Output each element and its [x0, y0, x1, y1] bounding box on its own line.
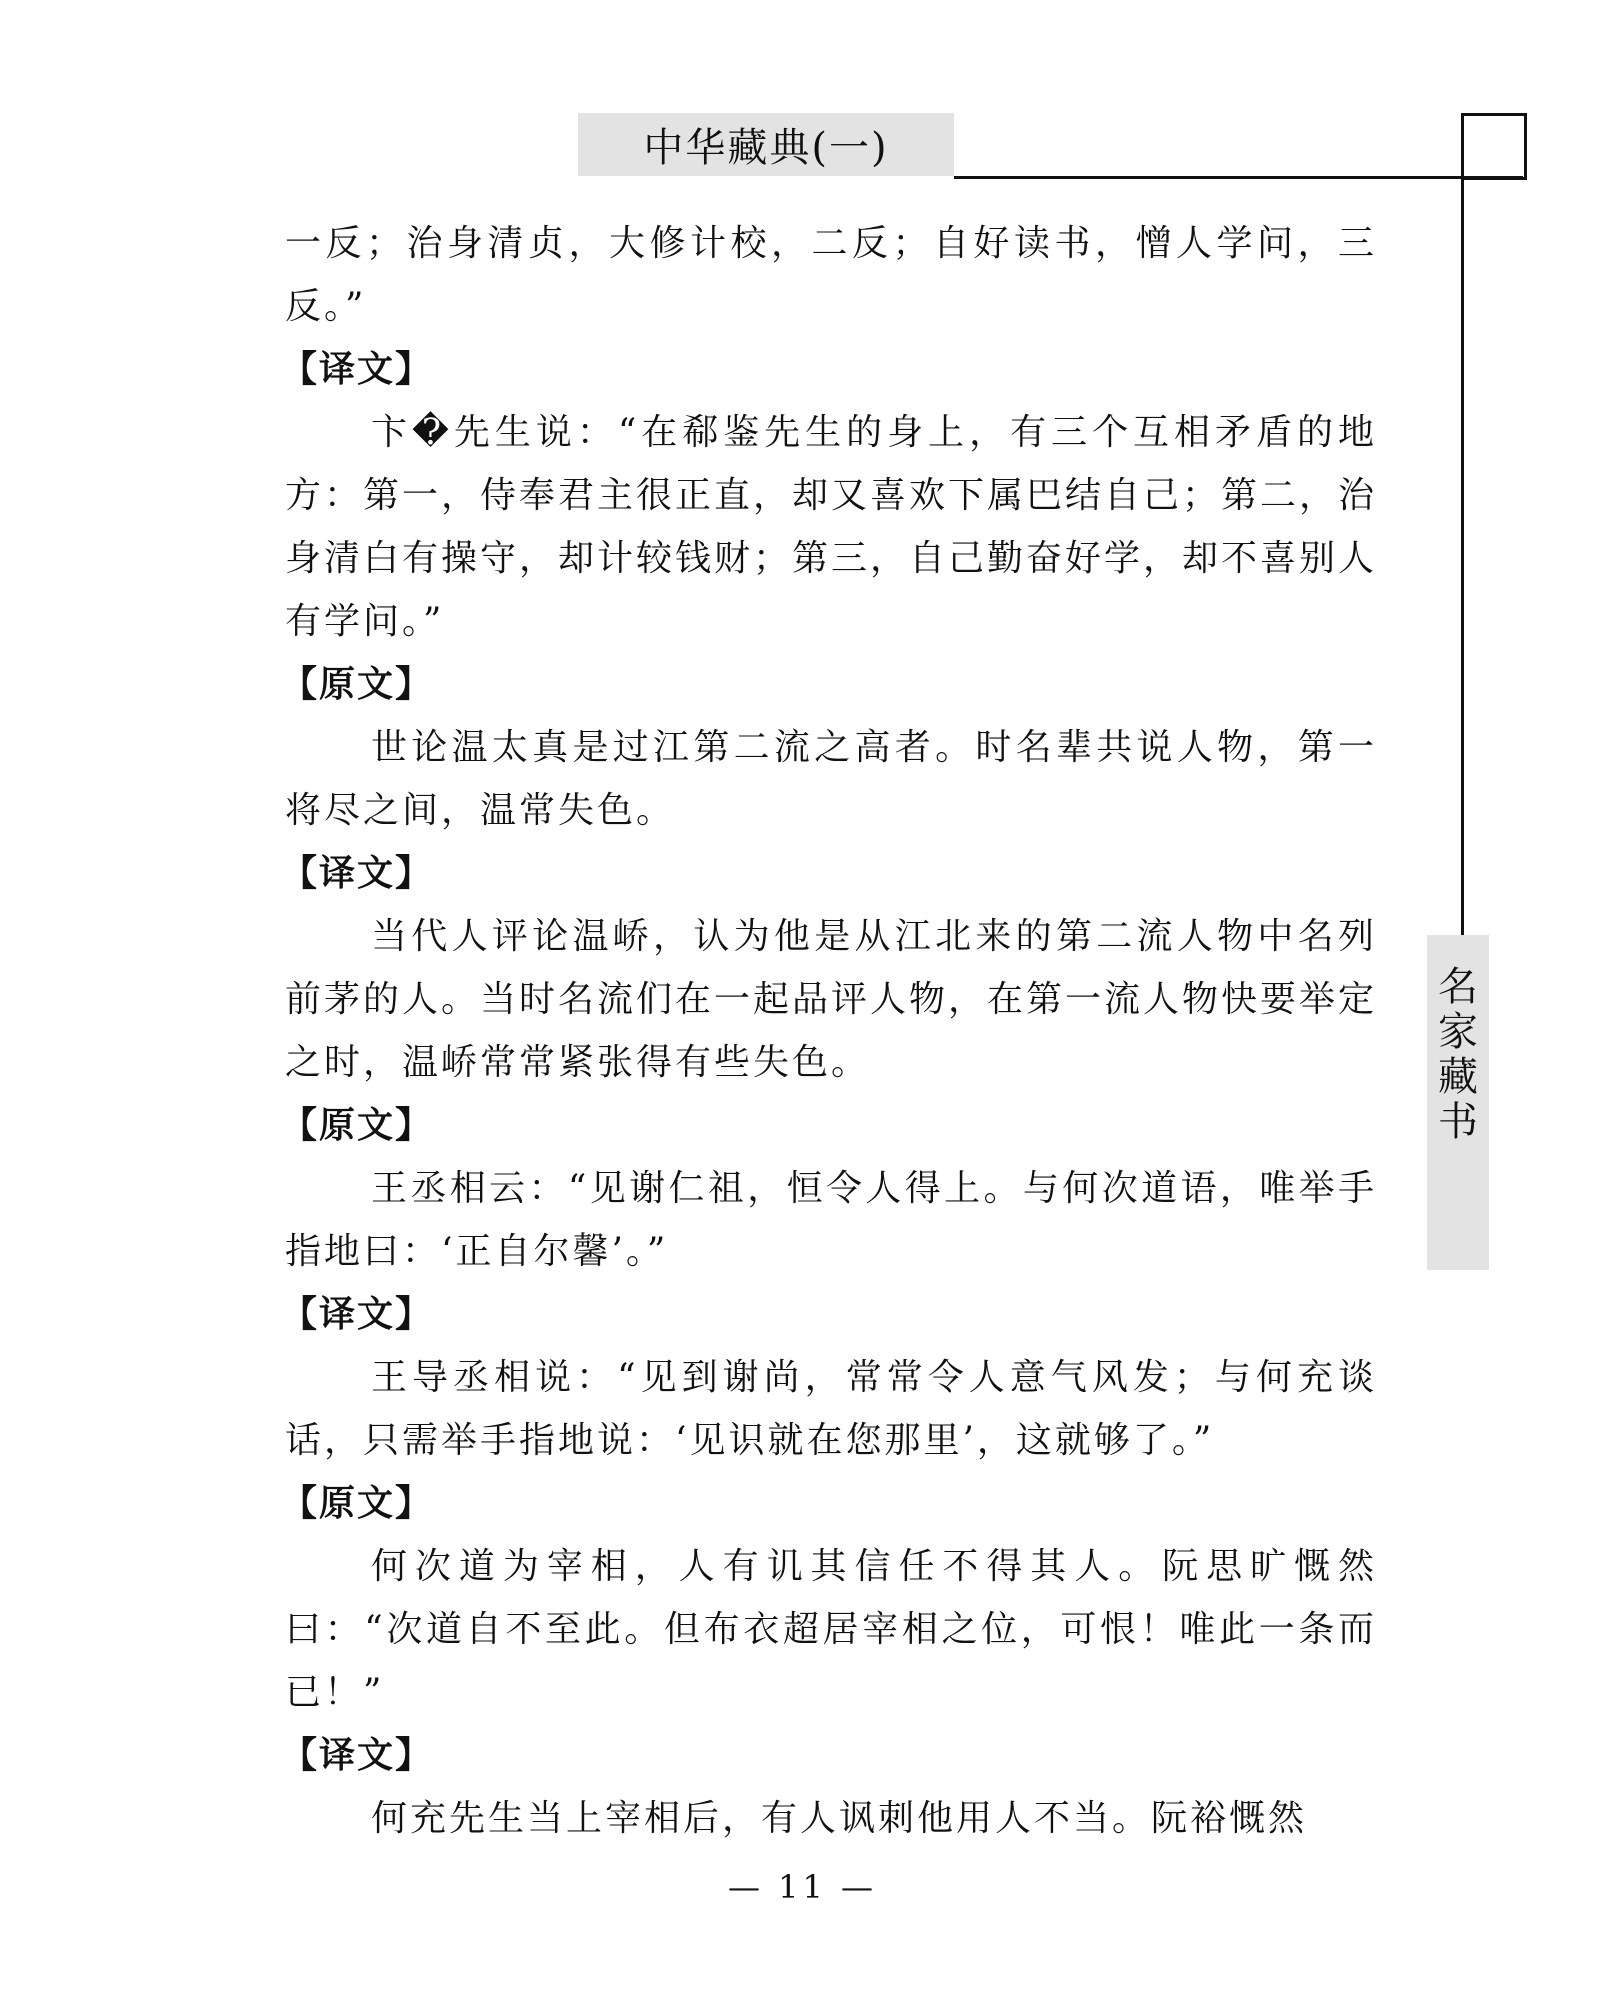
section-heading: 【译文】: [281, 853, 434, 894]
paragraph: 世论温太真是过江第二流之高者。时名辈共说人物，第一将尽之间，温常失色。: [285, 727, 1377, 831]
side-tab: [1427, 935, 1489, 1270]
section-heading: 【译文】: [281, 1294, 434, 1335]
paragraph: 卞�先生说：“在郗鉴先生的身上，有三个互相矛盾的地方：第一，侍奉君主很正直，却又喜欢下属巴结自己；第二，治身清白有操守，却计较钱财；第三，自己勤奋好学，却不喜别人有学问。”: [285, 412, 1378, 642]
side-rule: [1461, 113, 1464, 936]
side-tab-char: 名: [1438, 964, 1478, 1010]
side-tab-char: 家: [1438, 1009, 1478, 1055]
page-number: — 11 —: [727, 1868, 878, 1906]
section-heading: 【译文】: [281, 1735, 434, 1776]
header-rule: [954, 176, 1523, 179]
paragraph: 一反；治身清贞，大修计校，二反；自好读书，憎人学问，三反。”: [285, 223, 1377, 327]
paragraph: 何充先生当上宰相后，有人讽刺他用人不当。阮裕慨然: [371, 1798, 1308, 1839]
paragraph: 何次道为宰相，人有讥其信任不得其人。阮思旷慨然曰：“次道自不至此。但布衣超居宰相之位，可恨！唯此一条而已！”: [285, 1546, 1377, 1713]
paragraph: 当代人评论温峤，认为他是从江北来的第二流人物中名列前茅的人。当时名流们在一起品评人物，在第一流人物快要举定之时，温峤常常紧张得有些失色。: [285, 916, 1378, 1083]
running-header-title: 中华藏典(一): [578, 113, 954, 176]
side-tab-char: 书: [1438, 1099, 1478, 1145]
paragraph: 王丞相云：“见谢仁祖，恒令人得上。与何次道语，唯举手指地曰：‘正自尔馨’。”: [285, 1168, 1377, 1272]
page-body: [281, 212, 1378, 1850]
section-heading: 【原文】: [281, 664, 434, 705]
side-tab-char: 藏: [1438, 1054, 1478, 1100]
section-heading: 【译文】: [281, 349, 434, 390]
paragraph: 王导丞相说：“见到谢尚，常常令人意气风发；与何充谈话，只需举手指地说：‘见识就在您那里’，这就够了。”: [285, 1357, 1377, 1461]
section-heading: 【原文】: [281, 1483, 434, 1524]
corner-frame: [1461, 113, 1527, 180]
section-heading: 【原文】: [281, 1105, 434, 1146]
